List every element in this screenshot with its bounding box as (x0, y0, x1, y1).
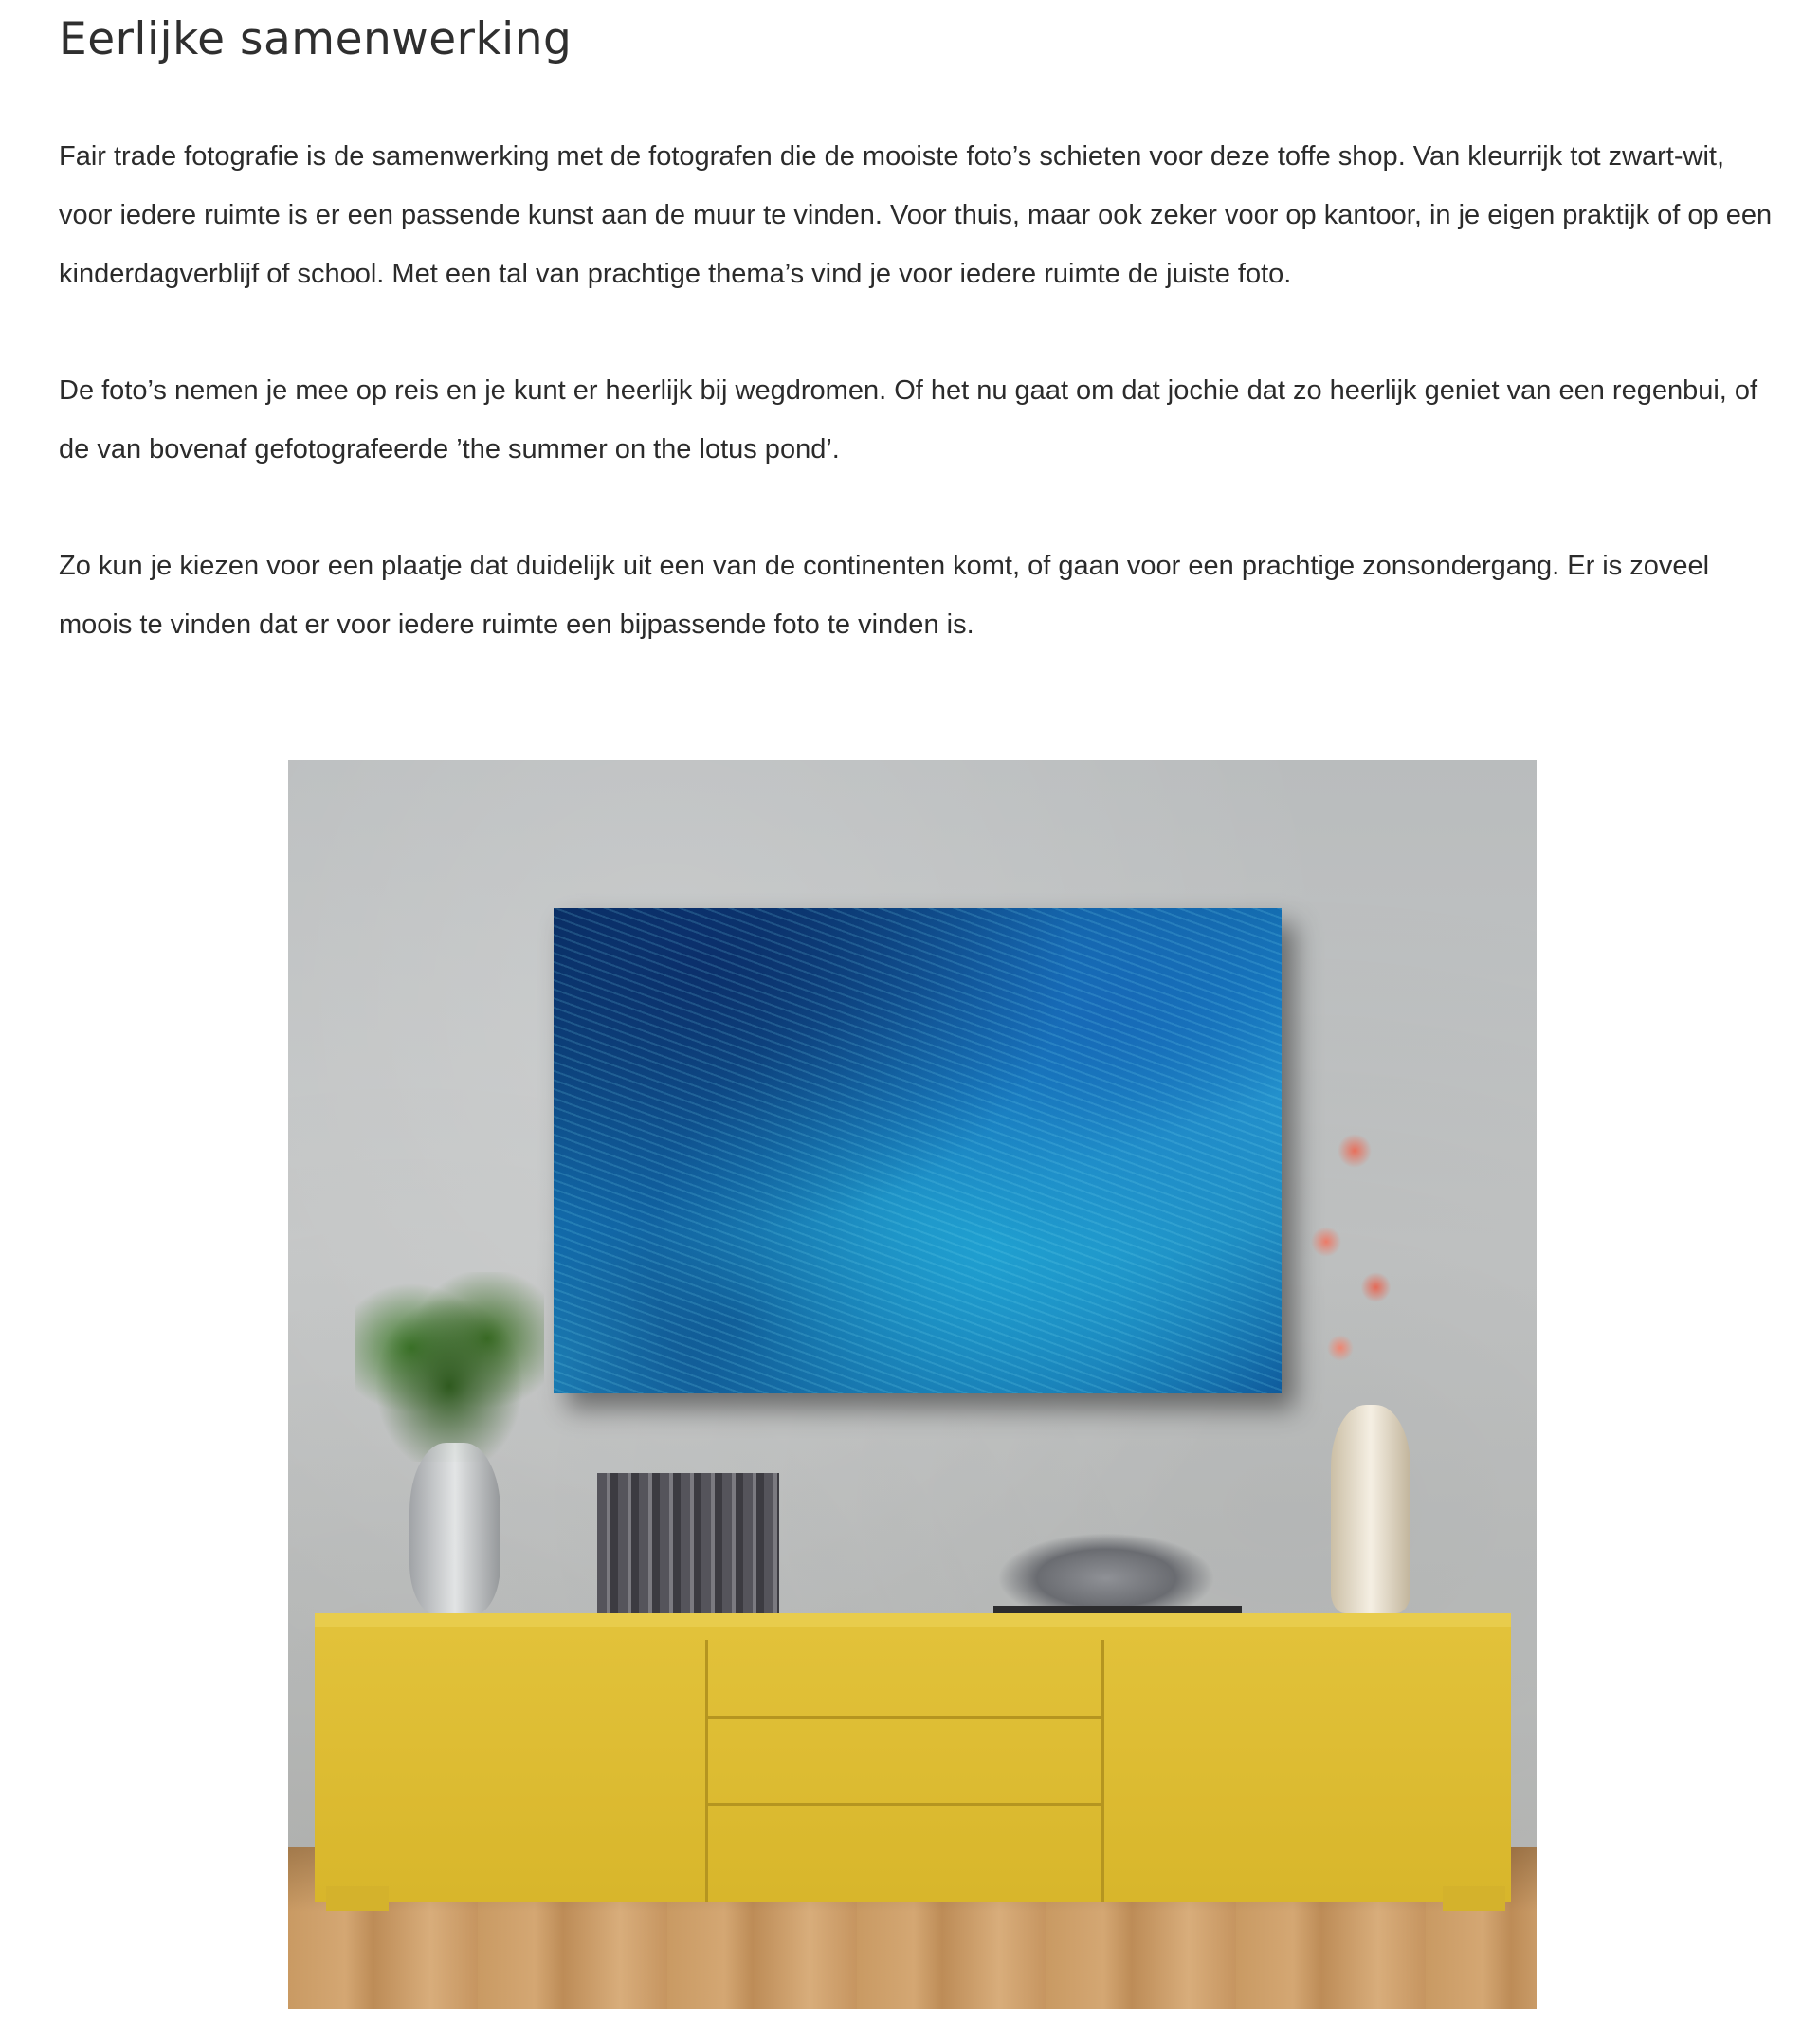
sideboard-leg (326, 1886, 389, 1911)
book-stack (597, 1473, 779, 1617)
sideboard-leg (1443, 1886, 1505, 1911)
drawer-line (708, 1716, 1101, 1719)
sideboard-divider (705, 1640, 708, 1902)
article-paragraph-1: Fair trade fotografie is de samenwerking met de fotografen die de mooiste foto’s schieten voor deze toffe shop. Van kleurrijk tot zwart-wit, voor iedere ruimte is er een passende kunst aan de muur te vinden. Voor thuis, maar ook zeker voor op kantoor, in je eigen praktijk of op een kinderdagverblijf of school. Met een tal van prachtige thema’s vind je voor iedere ruimte de juiste foto. (59, 141, 1773, 289)
fishing-nets-pattern (554, 908, 1282, 1393)
article-paragraph-3: Zo kun je kiezen voor een plaatje dat duidelijk uit een van de continenten komt, of gaan voor een prachtige zonsondergang. Er is zoveel moois te vinden dat er voor iedere ruimte een bijpassende foto te vinden is. (59, 551, 1710, 640)
drawer-line (708, 1803, 1101, 1806)
interior-photo (288, 760, 1537, 2009)
wall-canvas-print (554, 908, 1282, 1393)
yellow-sideboard (315, 1613, 1511, 1902)
flower-branches (1283, 1120, 1426, 1424)
article (59, 0, 1774, 654)
article-paragraph-2: De foto’s nemen je mee op reis en je kunt er heerlijk bij wegdromen. Of het nu gaat om dat jochie dat zo heerlijk geniet van een regenbui, of de van bovenaf gefotografeerde ’the summer on the lotus pond’. (59, 375, 1758, 464)
ceramic-vase (1331, 1405, 1410, 1613)
green-plant (355, 1272, 544, 1462)
sideboard-divider (1101, 1640, 1104, 1902)
panther-statue (997, 1533, 1215, 1609)
glass-vase (410, 1443, 500, 1615)
article-title: Eerlijke samenwerking (59, 13, 573, 65)
